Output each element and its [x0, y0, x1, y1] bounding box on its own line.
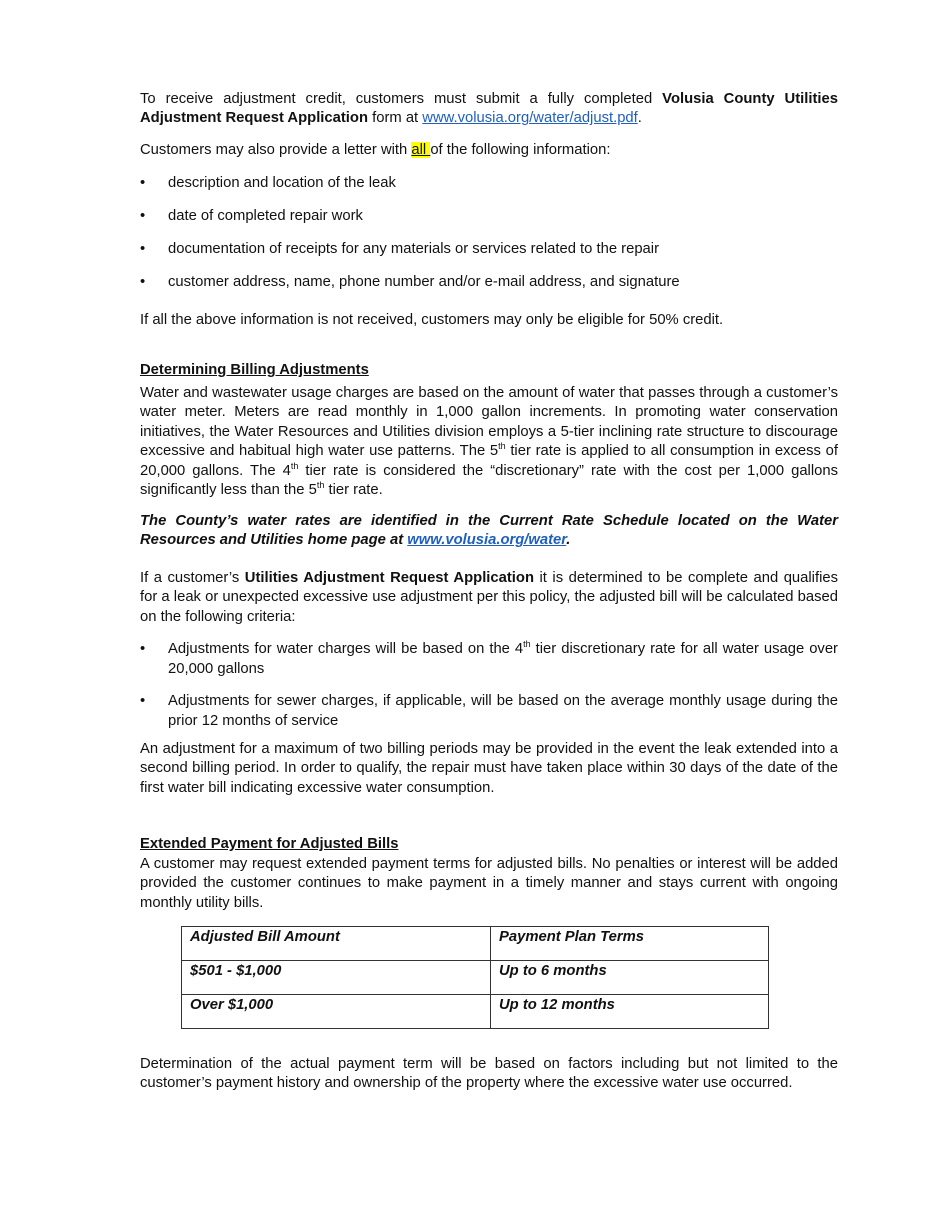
- table-cell: $501 - $1,000: [182, 961, 491, 995]
- text: it is determined to be complete and qualifies for a leak or unexpected excessive use adjustment per this policy, the adjusted bill will be calculated based on the following criteria:: [140, 570, 838, 625]
- bullet-icon: •: [140, 241, 146, 257]
- list-item-text: documentation of receipts for any materials or services related to the repair: [168, 241, 659, 257]
- list-item-text: date of completed repair work: [168, 208, 363, 224]
- letter-paragraph: [140, 141, 838, 160]
- list-item: [140, 640, 838, 680]
- text: form at: [368, 110, 423, 127]
- list-item: [140, 207, 838, 227]
- payment-plan-table: [181, 926, 769, 1029]
- table-cell: Up to 12 months: [491, 995, 769, 1029]
- section-heading-billing: Determining Billing Adjustments: [140, 362, 369, 378]
- adjust-pdf-link[interactable]: www.volusia.org/water/adjust.pdf: [422, 110, 638, 127]
- bullet-icon: •: [140, 274, 146, 290]
- text: tier rate.: [324, 482, 383, 499]
- text: .: [637, 110, 642, 127]
- bullet-icon: •: [140, 641, 146, 657]
- table-header-row: [182, 927, 769, 961]
- section-heading-extended: Extended Payment for Adjusted Bills: [140, 836, 399, 852]
- text: tier rate is considered the “discretionary” rate with the cost per 1,000 gallons significantly less than the 5: [140, 462, 838, 499]
- form-name: Utilities Adjustment Request Application: [244, 570, 534, 586]
- two-periods-paragraph: An adjustment for a maximum of two billing periods may be provided in the event the leak extended into a second billing period. In order to qualify, the repair must have taken place within 30 days of the date of the first water bill indicating excessive water consumption.: [140, 741, 838, 796]
- list-item-text: description and location of the leak: [168, 175, 396, 191]
- highlighted-word: all: [411, 142, 431, 158]
- text: The County’s water rates are identified in the Current Rate Schedule located on the Water Resources and Utilities home page at: [140, 513, 838, 549]
- table-row: [182, 995, 769, 1029]
- eligibility-note: If all the above information is not received, customers may only be eligible for 50% credit.: [140, 312, 724, 328]
- water-home-link[interactable]: www.volusia.org/water: [407, 532, 567, 549]
- text: To receive adjustment credit, customers must submit a fully completed: [140, 91, 663, 107]
- list-item-text: customer address, name, phone number and/or e-mail address, and signature: [168, 274, 680, 290]
- superscript: th: [290, 460, 299, 471]
- text: of the following information:: [430, 142, 611, 158]
- list-item-text: [168, 640, 838, 680]
- table-cell: Over $1,000: [182, 995, 491, 1029]
- column-header: Adjusted Bill Amount: [182, 927, 491, 961]
- text: Adjustments for water charges will be based on the 4: [168, 641, 524, 657]
- text: Water and wastewater usage charges are based on the amount of water that passes through a customer’s water meter. Meters are read monthly in 1,000 gallon increments. In promoting water conservation initiatives, the Water Resources and Utilities division employs a 5-tier inclining rate structure to discourage excessive and habitual high water use patterns. The 5: [140, 385, 838, 460]
- intro-paragraph: [140, 90, 838, 129]
- list-item: [140, 692, 838, 732]
- table-cell: Up to 6 months: [491, 961, 769, 995]
- text: tier discretionary rate for all water usage over 20,000 gallons: [168, 641, 838, 677]
- column-header: Payment Plan Terms: [491, 927, 769, 961]
- text: If a customer’s: [140, 570, 245, 586]
- list-item: [140, 240, 838, 260]
- table-row: [182, 961, 769, 995]
- text: tier rate is applied to all consumption in excess of 20,000 gallons. The 4: [140, 443, 838, 479]
- billing-paragraph: [140, 384, 838, 500]
- criteria-paragraph: [140, 569, 838, 627]
- form-name: Volusia County Utilities Adjustment Request Application: [140, 91, 838, 127]
- list-item: [140, 273, 838, 293]
- superscript: th: [498, 441, 506, 452]
- text: Customers may also provide a letter with: [140, 142, 412, 158]
- determination-paragraph: Determination of the actual payment term will be based on factors including but not limited to the customer’s payment history and ownership of the property where the excessive water use occurred.: [140, 1056, 838, 1092]
- superscript: th: [316, 480, 325, 491]
- bullet-icon: •: [140, 175, 146, 191]
- bullet-icon: •: [140, 208, 146, 224]
- bullet-icon: •: [140, 693, 146, 709]
- rates-note: [140, 512, 838, 551]
- list-item: [140, 174, 838, 194]
- superscript: th: [523, 639, 531, 649]
- extended-paragraph: A customer may request extended payment terms for adjusted bills. No penalties or interest will be added provided the customer continues to make payment in a timely manner and stays current with ongoing monthly utility bills.: [140, 856, 838, 911]
- list-item-text: Adjustments for sewer charges, if applicable, will be based on the average monthly usage during the prior 12 months of service: [168, 693, 838, 729]
- text: .: [566, 532, 571, 549]
